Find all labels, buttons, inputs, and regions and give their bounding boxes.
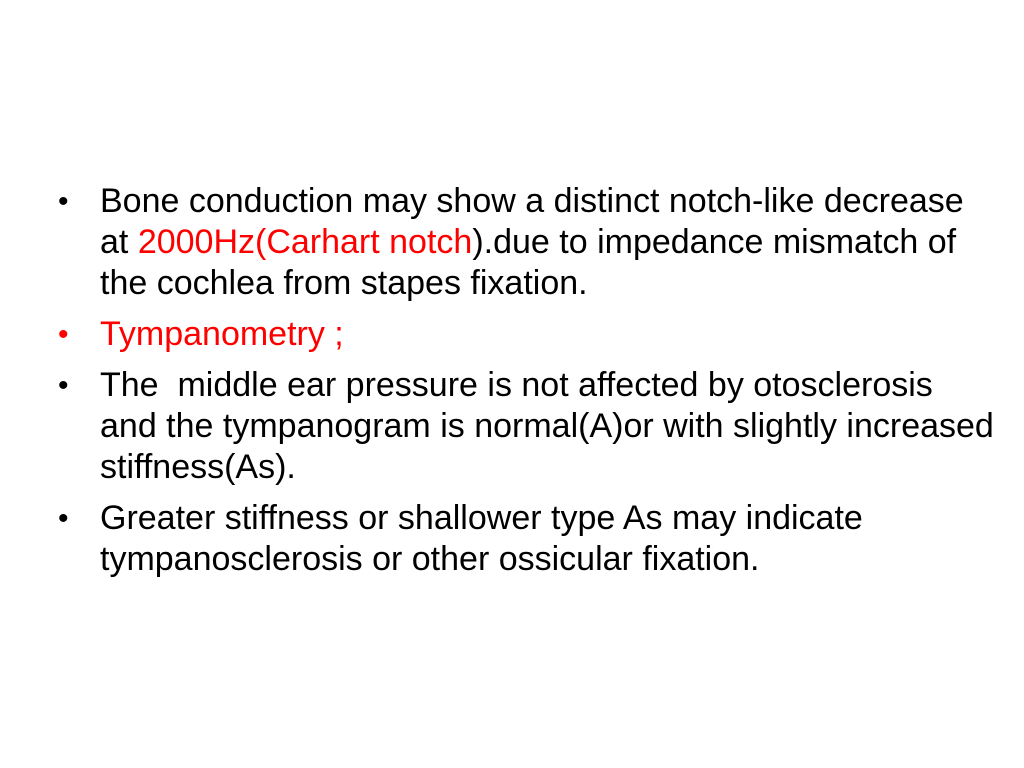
bullet-dot: • — [58, 369, 69, 402]
bullet-item-greater-stiffness — [58, 498, 998, 580]
bullet-text: Greater stiffness or shallower type As may indicate tympanosclerosis or other ossicular fixation. — [100, 499, 863, 578]
carhart-notch-highlight: 2000Hz(Carhart notch — [137, 223, 473, 261]
bullet-list — [58, 181, 1004, 590]
bullet-item-bone-conduction — [58, 181, 998, 304]
bullet-text: The middle ear pressure is not affected by otosclerosis and the tympanogram is normal(A)or with slightly increased stiffness(As). — [100, 366, 1004, 486]
bullet-text: Tympanometry ; — [100, 315, 344, 353]
bullet-item-tympanometry — [58, 314, 998, 355]
bullet-dot: • — [58, 185, 69, 218]
bullet-text-continued: ).due to impedance mismatch of the cochlea from stapes fixation. — [100, 223, 957, 302]
bullet-dot: • — [58, 502, 69, 535]
bullet-item-middle-ear-pressure — [58, 365, 1004, 488]
bullet-dot: • — [58, 318, 69, 351]
bullet-text: Bone conduction may show a distinct notch-like decrease at — [100, 182, 964, 261]
